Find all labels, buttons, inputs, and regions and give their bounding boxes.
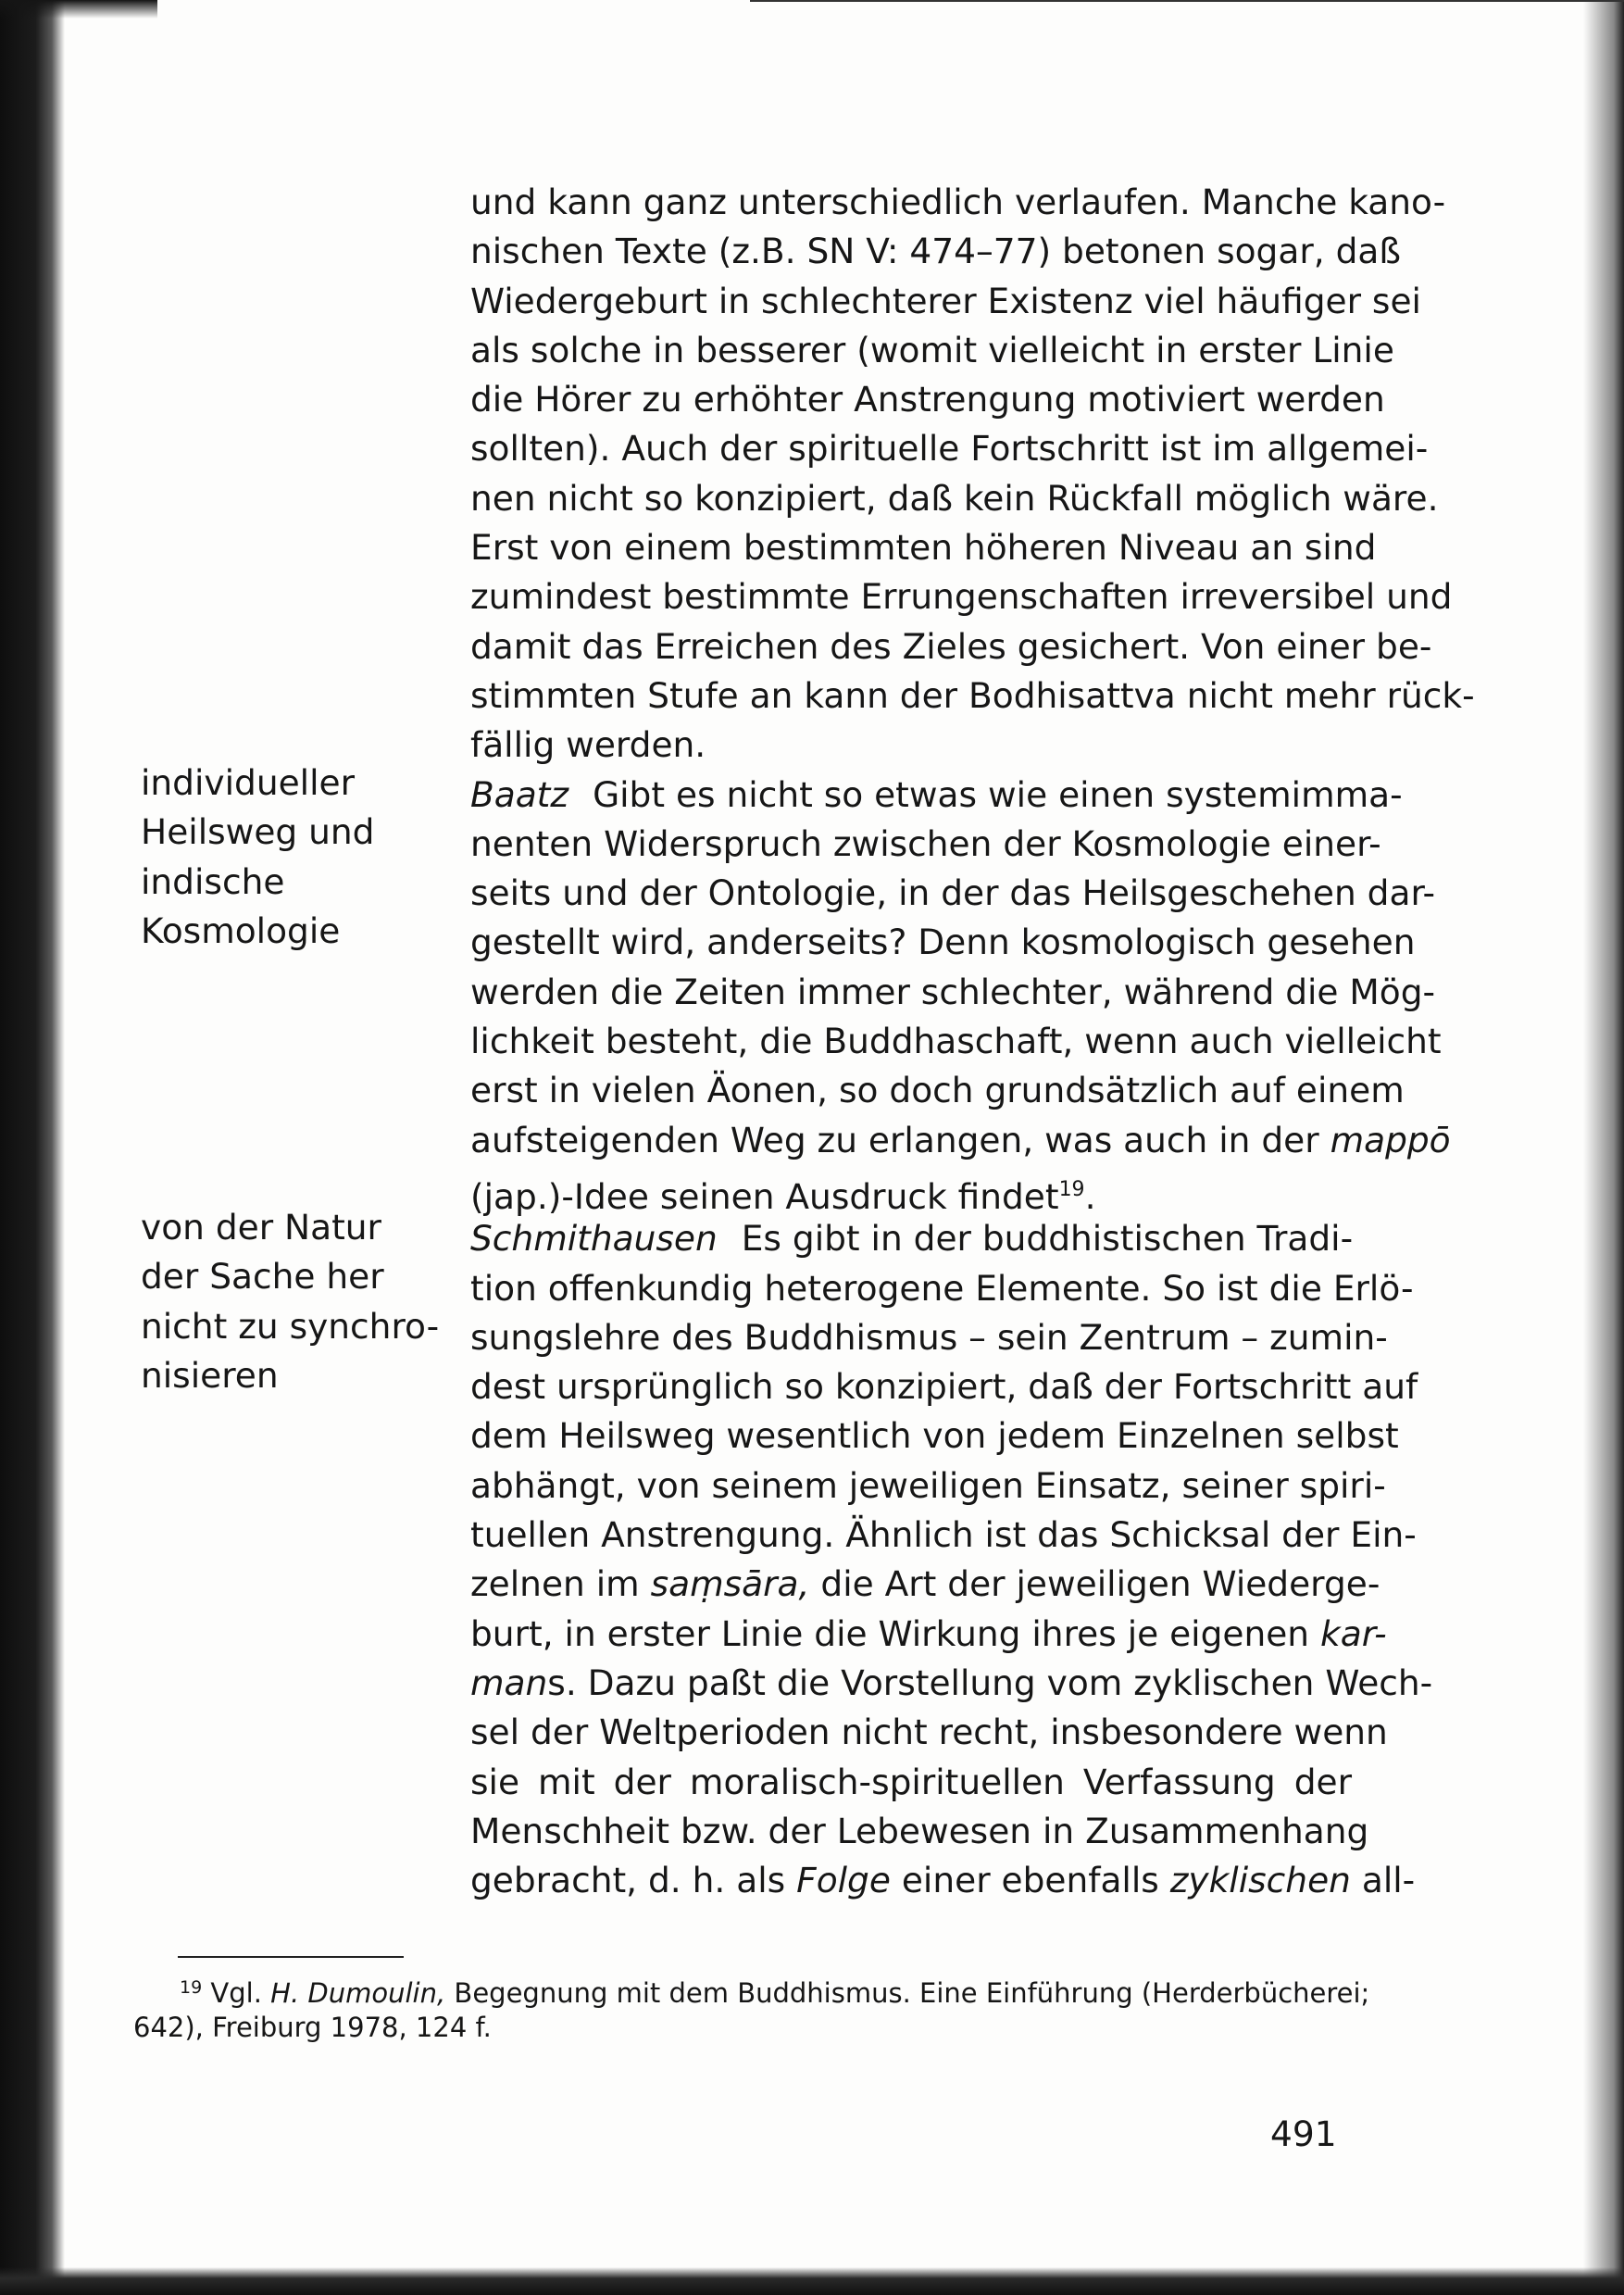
text-line: werden die Zeiten immer schlechter, während die Mög- [470, 971, 1436, 1012]
text-line: nen nicht so konzipiert, daß kein Rückfall möglich wäre. [470, 477, 1439, 519]
italic-term-folge: Folge [796, 1860, 891, 1901]
margin-note-line: von der Natur [141, 1207, 381, 1248]
text-line: sel der Weltperioden nicht recht, insbesondere wenn [470, 1712, 1388, 1753]
margin-note-line: nisieren [141, 1354, 279, 1396]
text-line: Erst von einem bestimmten höheren Niveau an sind [470, 527, 1377, 569]
margin-note-synchronisieren [141, 1203, 446, 1400]
text-segment: burt, in erster Linie die Wirkung ihres je eigenen [470, 1612, 1310, 1654]
text-line: sie mit der moralisch-spirituellen Verfassung der [470, 1761, 1352, 1802]
text-segment: Begegnung mit dem Buddhismus. Eine Einführung (Herderbücherei; [454, 1977, 1370, 2009]
text-line: zumindest bestimmte Errungenschaften irreversibel und [470, 576, 1453, 618]
text-segment: . [1084, 1175, 1096, 1217]
text-segment: all- [1361, 1860, 1416, 1901]
text-line: als solche in besserer (womit vielleicht in erster Linie [470, 329, 1394, 370]
footnote-separator [178, 1956, 404, 1958]
italic-term-mappo: mappō [1330, 1119, 1451, 1160]
footnote-line: 642), Freiburg 1978, 124 f. [133, 2012, 492, 2043]
text-line: seits und der Ontologie, in der das Heilsgeschehen dar- [470, 872, 1436, 914]
text-line: Wiedergeburt in schlechterer Existenz viel häufiger sei [470, 280, 1421, 321]
scan-edge-shadow [1583, 0, 1624, 2295]
scan-binding-shadow [0, 0, 65, 2295]
text-line: dest ursprünglich so konzipiert, daß der Fortschritt auf [470, 1366, 1418, 1408]
italic-term-zyklischen: zyklischen [1169, 1860, 1351, 1901]
text-line: Menschheit bzw. der Lebewesen in Zusammenhang [470, 1810, 1369, 1851]
footnote-line [133, 1971, 1370, 2011]
text-line: tion offenkundig heterogene Elemente. So ist die Erlö- [470, 1267, 1414, 1309]
italic-term-karman: man [470, 1662, 548, 1703]
text-line-karman-cont [470, 1659, 1433, 1708]
scan-bottom-shadow [0, 2267, 1624, 2295]
text-line: stimmten Stufe an kann der Bodhisattva nicht mehr rück- [470, 674, 1475, 716]
text-segment: Es gibt in der buddhistischen Tradi- [741, 1218, 1354, 1260]
margin-note-line: der Sache her [141, 1256, 384, 1298]
text-line: abhängt, von seinem jeweiligen Einsatz, seiner spiri- [470, 1464, 1386, 1506]
italic-term-samsara: saṃsāra, [650, 1563, 810, 1605]
margin-note-line: Kosmologie [141, 909, 341, 951]
text-line-karman [470, 1610, 1387, 1659]
text-line: die Hörer zu erhöhter Anstrengung motiviert werden [470, 379, 1385, 420]
text-line-mappo [470, 1116, 1451, 1165]
text-line-footnote-ref [470, 1165, 1352, 1217]
text-line: sollten). Auch der spirituelle Fortschritt ist im allgemei- [470, 428, 1429, 470]
margin-note-line: Heilsweg und [141, 811, 375, 853]
text-segment: (jap.)-Idee seinen Ausdruck findet [470, 1175, 1059, 1217]
text-segment: einer ebenfalls [901, 1860, 1159, 1901]
speaker-line-schmithausen [470, 1214, 1352, 1263]
footnote-reference: 19 [1058, 1177, 1085, 1201]
text-line: sungslehre des Buddhismus – sein Zentrum – zumin- [470, 1316, 1388, 1358]
text-segment: Vgl. [210, 1977, 262, 2009]
margin-note-line: nicht zu synchro- [141, 1305, 440, 1347]
margin-note-kosmologie [141, 759, 446, 956]
text-line: fällig werden. [470, 724, 706, 766]
text-line: gestellt wird, anderseits? Denn kosmologisch gesehen [470, 922, 1416, 963]
text-segment: Gibt es nicht so etwas wie einen systemimma- [593, 773, 1403, 815]
footnote-19 [133, 1971, 1370, 2045]
footnote-number: 19 [180, 1977, 203, 1998]
text-line: nenten Widerspruch zwischen der Kosmologie einer- [470, 822, 1381, 864]
text-line-folge [470, 1856, 1416, 1905]
footnote-author: H. Dumoulin, [270, 1977, 446, 2009]
margin-note-line: individueller [141, 762, 355, 803]
main-text-column [470, 178, 1475, 1905]
text-line: dem Heilsweg wesentlich von jedem Einzelnen selbst [470, 1415, 1399, 1457]
text-segment: gebracht, d. h. als [470, 1860, 786, 1901]
text-segment: aufsteigenden Weg zu erlangen, was auch in der [470, 1119, 1319, 1160]
text-line: nischen Texte (z.B. SN V: 474–77) betonen sogar, daß [470, 231, 1401, 272]
speaker-line-baatz [470, 771, 1403, 820]
text-line: lichkeit besteht, die Buddhaschaft, wenn auch vielleicht [470, 1021, 1442, 1062]
text-segment: die Art der jeweiligen Wiederge- [820, 1563, 1380, 1605]
text-line: und kann ganz unterschiedlich verlaufen. Manche kano- [470, 182, 1446, 222]
speaker-name-baatz: Baatz [470, 773, 569, 815]
margin-note-line: indische [141, 860, 285, 902]
text-line-samsara [470, 1560, 1380, 1609]
text-line: tuellen Anstrengung. Ähnlich ist das Schicksal der Ein- [470, 1514, 1417, 1556]
scan-top-edge [750, 0, 1624, 2]
speaker-name-schmithausen: Schmithausen [470, 1218, 718, 1260]
text-segment: s. Dazu paßt die Vorstellung vom zyklischen Wech- [547, 1662, 1433, 1703]
italic-term-karman: kar- [1320, 1612, 1387, 1654]
text-segment: zelnen im [470, 1563, 640, 1605]
text-line: erst in vielen Äonen, so doch grundsätzlich auf einem [470, 1070, 1405, 1111]
page-number: 491 [1270, 2113, 1337, 2154]
scan-corner-shadow [0, 0, 157, 19]
text-line: damit das Erreichen des Zieles gesichert. Von einer be- [470, 625, 1432, 667]
